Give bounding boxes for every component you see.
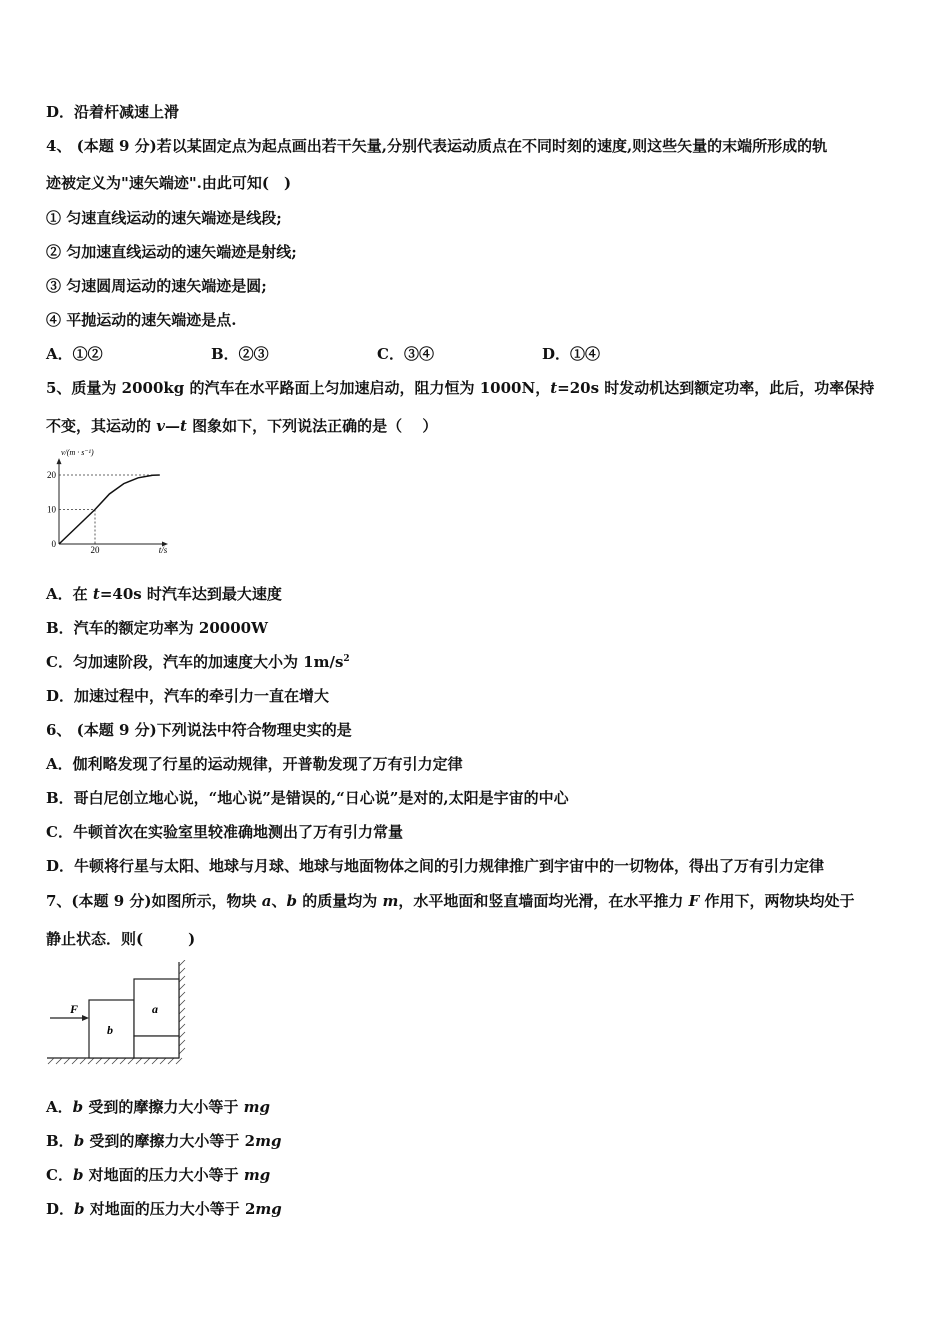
q7-optA-var: b <box>72 1098 84 1116</box>
ground-hatching <box>48 1058 182 1064</box>
q5-stem-line1 <box>46 378 874 398</box>
q7-line1-a: 7、(本题 9 分)如图所示，物块 <box>46 892 262 910</box>
q4-option-b: B．②③ <box>211 345 269 363</box>
q6-stem: 6、 (本题 9 分)下列说法中符合物理史实的是 <box>46 721 352 739</box>
q5-line2-pre: 不变，其运动的 <box>46 417 157 435</box>
y-tick-label-20: 20 <box>47 470 56 480</box>
blocks-figure <box>44 960 186 1066</box>
q7-optC-prefix: C． <box>46 1166 73 1184</box>
q7-optC-var: b <box>72 1166 84 1184</box>
force-label: F <box>69 1002 79 1016</box>
q7-optD-unit: mg <box>255 1200 282 1218</box>
q5-optA-pre: A．在 <box>46 585 93 603</box>
q7-option-a <box>46 1097 270 1117</box>
q7-optB-var: b <box>73 1132 85 1150</box>
q7-stem-line1 <box>46 891 854 911</box>
q7-var-m: m <box>382 892 399 910</box>
q7-line1-b: 的质量均为 <box>297 892 383 910</box>
q5-var-vt: v—t <box>156 417 187 435</box>
q7-var-b: b <box>286 892 297 910</box>
q4-statement-2: ② 匀加速直线运动的速矢端迹是射线; <box>46 243 297 261</box>
q7-optB-prefix: B． <box>46 1132 74 1150</box>
q5-option-c <box>46 652 350 672</box>
q7-var-a: a <box>261 892 272 910</box>
q5-option-d: D．加速过程中，汽车的牵引力一直在增大 <box>46 687 330 705</box>
q6-option-b: B．哥白尼创立地心说，“地心说”是错误的,“日心说”是对的,太阳是宇宙的中心 <box>46 789 569 807</box>
block-a-support <box>134 1036 179 1058</box>
q7-optB-text: 受到的摩擦力大小等于 <box>84 1132 245 1150</box>
block-b-label: b <box>107 1023 113 1037</box>
q4-statement-4: ④ 平抛运动的速矢端迹是点. <box>46 311 237 329</box>
q7-optB-coef: 2 <box>244 1132 256 1150</box>
series-line-0 <box>59 510 95 545</box>
y-tick-label-0: 0 <box>51 539 56 549</box>
x-tick-label-20: 20 <box>90 545 100 555</box>
q4-stem-line2: 迹被定义为"速矢端迹".由此可知( ) <box>46 174 292 192</box>
q5-line1-post: =20s 时发动机达到额定功率，此后，功率保持 <box>557 379 875 397</box>
block-a-label: a <box>152 1002 158 1016</box>
q7-optD-text: 对地面的压力大小等于 <box>84 1200 245 1218</box>
force-arrowhead <box>82 1015 89 1021</box>
q6-option-d: D．牛顿将行星与太阳、地球与月球、地球与地面物体之间的引力规律推广到宇宙中的一切物体，得出了万有引力定律 <box>46 857 825 875</box>
y-axis-label: v/(m · s⁻¹) <box>61 448 94 457</box>
q7-optD-var: b <box>74 1200 85 1218</box>
q5-var-t: t <box>550 379 558 397</box>
q4-option-a: A．①② <box>46 345 103 363</box>
q7-line1-d: 作用下，两物块均处于 <box>699 892 855 910</box>
q5-optC-text: C．匀加速阶段，汽车的加速度大小为 1m/s <box>46 653 344 671</box>
q7-option-b <box>46 1131 281 1151</box>
q5-line2-post: 图象如下，下列说法正确的是（ ） <box>186 417 438 435</box>
q5-option-b: B．汽车的额定功率为 20000W <box>46 619 268 637</box>
q6-option-c: C．牛顿首次在实验室里较准确地测出了万有引力常量 <box>46 823 403 841</box>
q7-optD-coef: 2 <box>244 1200 256 1218</box>
vt-graph <box>40 446 190 558</box>
q7-optC-text: 对地面的压力大小等于 <box>83 1166 244 1184</box>
series-line-1 <box>95 475 160 510</box>
q4-statement-1: ① 匀速直线运动的速矢端迹是线段; <box>46 209 282 227</box>
q7-optA-text: 受到的摩擦力大小等于 <box>83 1098 244 1116</box>
y-axis-arrow <box>57 458 62 464</box>
q4-option-c: C．③④ <box>377 345 434 363</box>
q7-var-F: F <box>688 892 700 910</box>
q5-line1-pre: 5、质量为 2000kg 的汽车在水平路面上匀加速启动，阻力恒为 1000N， <box>46 379 551 397</box>
q7-option-c <box>46 1165 270 1185</box>
q5-option-a <box>46 584 282 604</box>
q7-option-d <box>46 1199 282 1219</box>
q5-optA-var-t: t <box>92 585 100 603</box>
q7-sep: 、 <box>271 892 287 910</box>
q4-option-d: D．①④ <box>542 345 601 363</box>
q7-optA-prefix: A． <box>46 1098 73 1116</box>
q6-option-a: A．伽利略发现了行星的运动规律，开普勒发现了万有引力定律 <box>46 755 463 773</box>
q7-optC-unit: mg <box>243 1166 271 1184</box>
q5-optC-sup: 2 <box>343 654 350 664</box>
q7-optB-unit: mg <box>255 1132 282 1150</box>
q7-optA-unit: mg <box>243 1098 270 1116</box>
wall-hatching <box>179 960 185 1054</box>
q5-stem-line2 <box>46 416 437 436</box>
q7-stem-line2: 静止状态．则( ) <box>46 930 196 948</box>
q4-statement-3: ③ 匀速圆周运动的速矢端迹是圆; <box>46 277 267 295</box>
y-tick-label-10: 10 <box>47 504 56 515</box>
q3-option-d: D．沿着杆减速上滑 <box>46 103 180 121</box>
q7-optD-prefix: D． <box>46 1200 75 1218</box>
q7-line1-c: ，水平地面和竖直墙面均光滑，在水平推力 <box>398 892 689 910</box>
x-axis-label: t/s <box>158 545 168 555</box>
q5-optA-post: =40s 时汽车达到最大速度 <box>99 585 282 603</box>
q4-stem-line1: 4、 (本题 9 分)若以某固定点为起点画出若干矢量,分别代表运动质点在不同时刻的速度,则这些矢量的末端所形成的轨 <box>46 137 828 155</box>
